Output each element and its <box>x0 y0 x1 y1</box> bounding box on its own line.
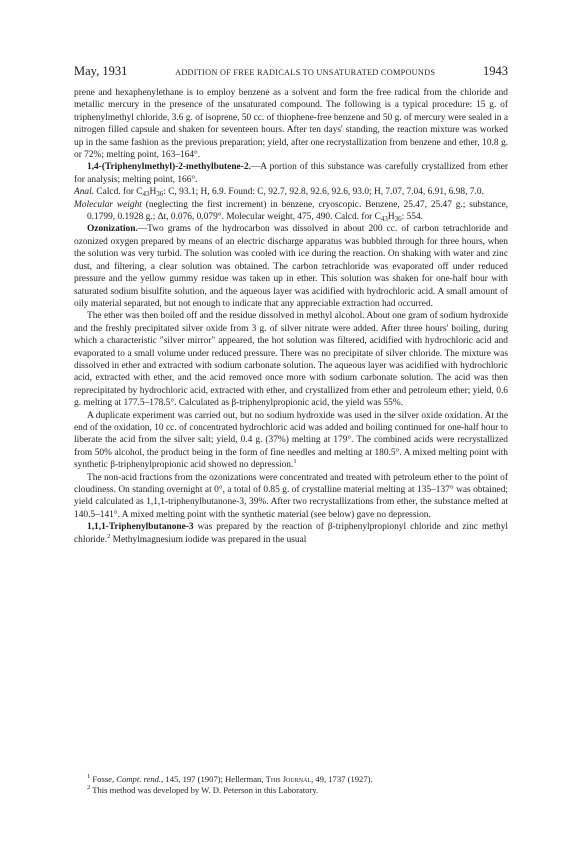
paragraph-text: The ether was then boiled off and the residue dissolved in methyl alcohol. About one gram of sodium hydroxide and the freshly precipitated silver oxide from 3 g. of silver nitrate were added. After three hours' boiling, during which a characteristic "silver mirror" appeared, the hot solution was filtered, acidified with hydrochloric acid and evaporated to a small volume under reduced pressure. There was no precipitate of silver chloride. The mixture was dissolved in ether and extracted with sodium carbonate solution. The aqueous layer was acidified with hydrochloric acid, extracted with ether, and the acid removed once more with sodium carbonate solution. The acid was then reprecipitated by hydrochloric acid, extracted with ether, and crystallized from ether and petroleum ether; yield, 0.6 g. melting at 177.5–178.5°. Calculated as β-triphenylpropionic acid, the yield was 55%. <box>74 311 508 409</box>
formula-subscript: 43 <box>380 215 388 224</box>
paragraph-isoprene-procedure <box>74 87 508 161</box>
paragraph-ozonization <box>74 223 508 310</box>
paragraph-analysis <box>74 186 508 198</box>
paragraph-triphenylbutanone <box>74 521 508 546</box>
paragraph-ether-boiled <box>74 310 508 409</box>
footnotes <box>74 774 508 797</box>
footnote-mark: 1 <box>87 773 91 780</box>
compound-heading: 1,1,1-Triphenylbutanone-3 <box>87 522 194 533</box>
header-date: May, 1931 <box>74 64 128 78</box>
footnote-mark: 2 <box>87 784 91 792</box>
paragraph-text: A duplicate experiment was carried out, but no sodium hydroxide was used in the silver oxide oxidation. At the end of the oxidation, 10 cc. of concentrated hydrochloric acid was added and boiling continued for one-half hour to liberate the acid from the silver salt; yield, 0.4 g. (37%) melting at 179°. The combined acids were recrystallized from 50% alcohol, the product being in the form of fine needles and melting at 180.5°. A mixed melting point with synthetic β-triphenylpropionic acid showed no depression. <box>74 410 508 471</box>
formula-subscript: 36 <box>156 190 164 199</box>
journal-name: This Journal <box>265 774 312 784</box>
paragraph-text: Methylmagnesium iodide was prepared in the usual <box>110 534 307 545</box>
formula-subscript: 43 <box>142 190 150 199</box>
running-header <box>74 64 508 79</box>
analysis-text: Calcd. for C <box>94 187 143 198</box>
molecular-weight-text: (neglecting the first increment) in benzene, cryoscopic. Benzene, 25.47, 25.47 g.; substance, 0.1799, 0.1928 g.; Δt, 0.076, 0.079°. Molecular weight, 475, 490. Calcd. for C <box>87 199 508 223</box>
article-body <box>74 87 508 546</box>
footnote-text: , 49, 1737 (1927). <box>311 774 373 784</box>
footnote-text: Fosse, <box>90 774 117 784</box>
footnote-text: This method was developed by W. D. Peterson in this Laboratory. <box>90 785 319 796</box>
paragraph-text: was prepared by the reaction of β-triphenylpropionyl chloride and zinc methyl chloride. <box>74 522 508 545</box>
header-title: ADDITION OF FREE RADICALS TO UNSATURATED COMPOUNDS <box>175 68 436 77</box>
footnote-reference-1: 1 <box>293 458 297 466</box>
paragraph-duplicate-experiment <box>74 410 508 472</box>
footnote-2 <box>74 785 508 796</box>
paragraph-text: —A portion of this substance was carefully crystallized from ether for analysis; melting point, 166°. <box>74 162 508 185</box>
molecular-weight-text: : 554. <box>401 212 424 223</box>
paragraph-text: —Two grams of the hydrocarbon was dissolved in about 200 cc. of carbon tetrachloride and ozonized oxygen prepared by means of an electric discharge apparatus was bubbled through for three hours, when the solution was very turbid. The solution was cooled with ice during the reaction. On shaking with water and zinc dust, and filtering, a clear solution was obtained. The carbon tetrachloride was evaporated off under reduced pressure and the yellow gummy residue was taken up in ether. This solution was shaken for one-half hour with saturated sodium bisulfite solution, and the aqueous layer was acidified with hydrochloric acid. A small amount of oily material separated, but not enough to indicate that any appreciable extraction had occurred. <box>74 224 508 309</box>
paragraph-text: The non-acid fractions from the ozonizations were concentrated and treated with petroleum ether to the point of cloudiness. On standing overnight at 0°, a total of 0.85 g. of crystalline material melting at 135–137° was obtained; yield calculated as 1,1,1-triphenylbutanone-3, 39%. After two recrystallizations from ether, the substance melted at 140.5–141°. A mixed melting point with the synthetic material (see below) gave no depression. <box>74 472 508 520</box>
analysis-text: H <box>149 187 157 198</box>
paragraph-molecular-weight <box>74 199 508 224</box>
molecular-weight-text: H <box>387 212 395 223</box>
page-number: 1943 <box>483 64 508 78</box>
analysis-label: Anal. <box>74 187 95 198</box>
compound-heading: 1,4-(Triphenylmethyl)-2-methylbutene-2. <box>87 162 251 173</box>
section-heading-ozonization: Ozonization. <box>87 224 138 235</box>
paragraph-text: prene and hexaphenylethane is to employ benzene as a solvent and form the free radical from the chloride and metallic mercury in the presence of the unsaturated compound. The following is a typical procedure: 15 g. of triphenylmethyl chloride, 3.6 g. of isoprene, 50 cc. of thiophene-free benzene and 50 g. of mercury were sealed in a nitrogen filled capsule and shaken for seventeen hours. After ten days' standing, the reaction mixture was worked up in the same fashion as the previous preparation; yield, after one recrystallization from benzene and ether, 10.8 g. or 72%; melting point, 163–164°. <box>74 88 508 161</box>
footnote-text: , 145, 197 (1907); Hellerman, <box>161 774 266 784</box>
paragraph-triphenylmethyl-butene <box>74 161 508 186</box>
analysis-text: : C, 93.1; H, 6.9. Found: C, 92.7, 92.8, 92.6, 92.6, 93.0; H, 7.07, 7.04, 6.91, 6.98, 7.0. <box>163 187 484 198</box>
journal-name: Compt. rend. <box>116 774 162 784</box>
footnote-1 <box>74 774 508 785</box>
footnote-reference-2: 2 <box>107 532 111 540</box>
paragraph-non-acid-fractions <box>74 472 508 522</box>
molecular-weight-label: Molecular weight <box>74 199 142 210</box>
formula-subscript: 36 <box>394 215 402 224</box>
